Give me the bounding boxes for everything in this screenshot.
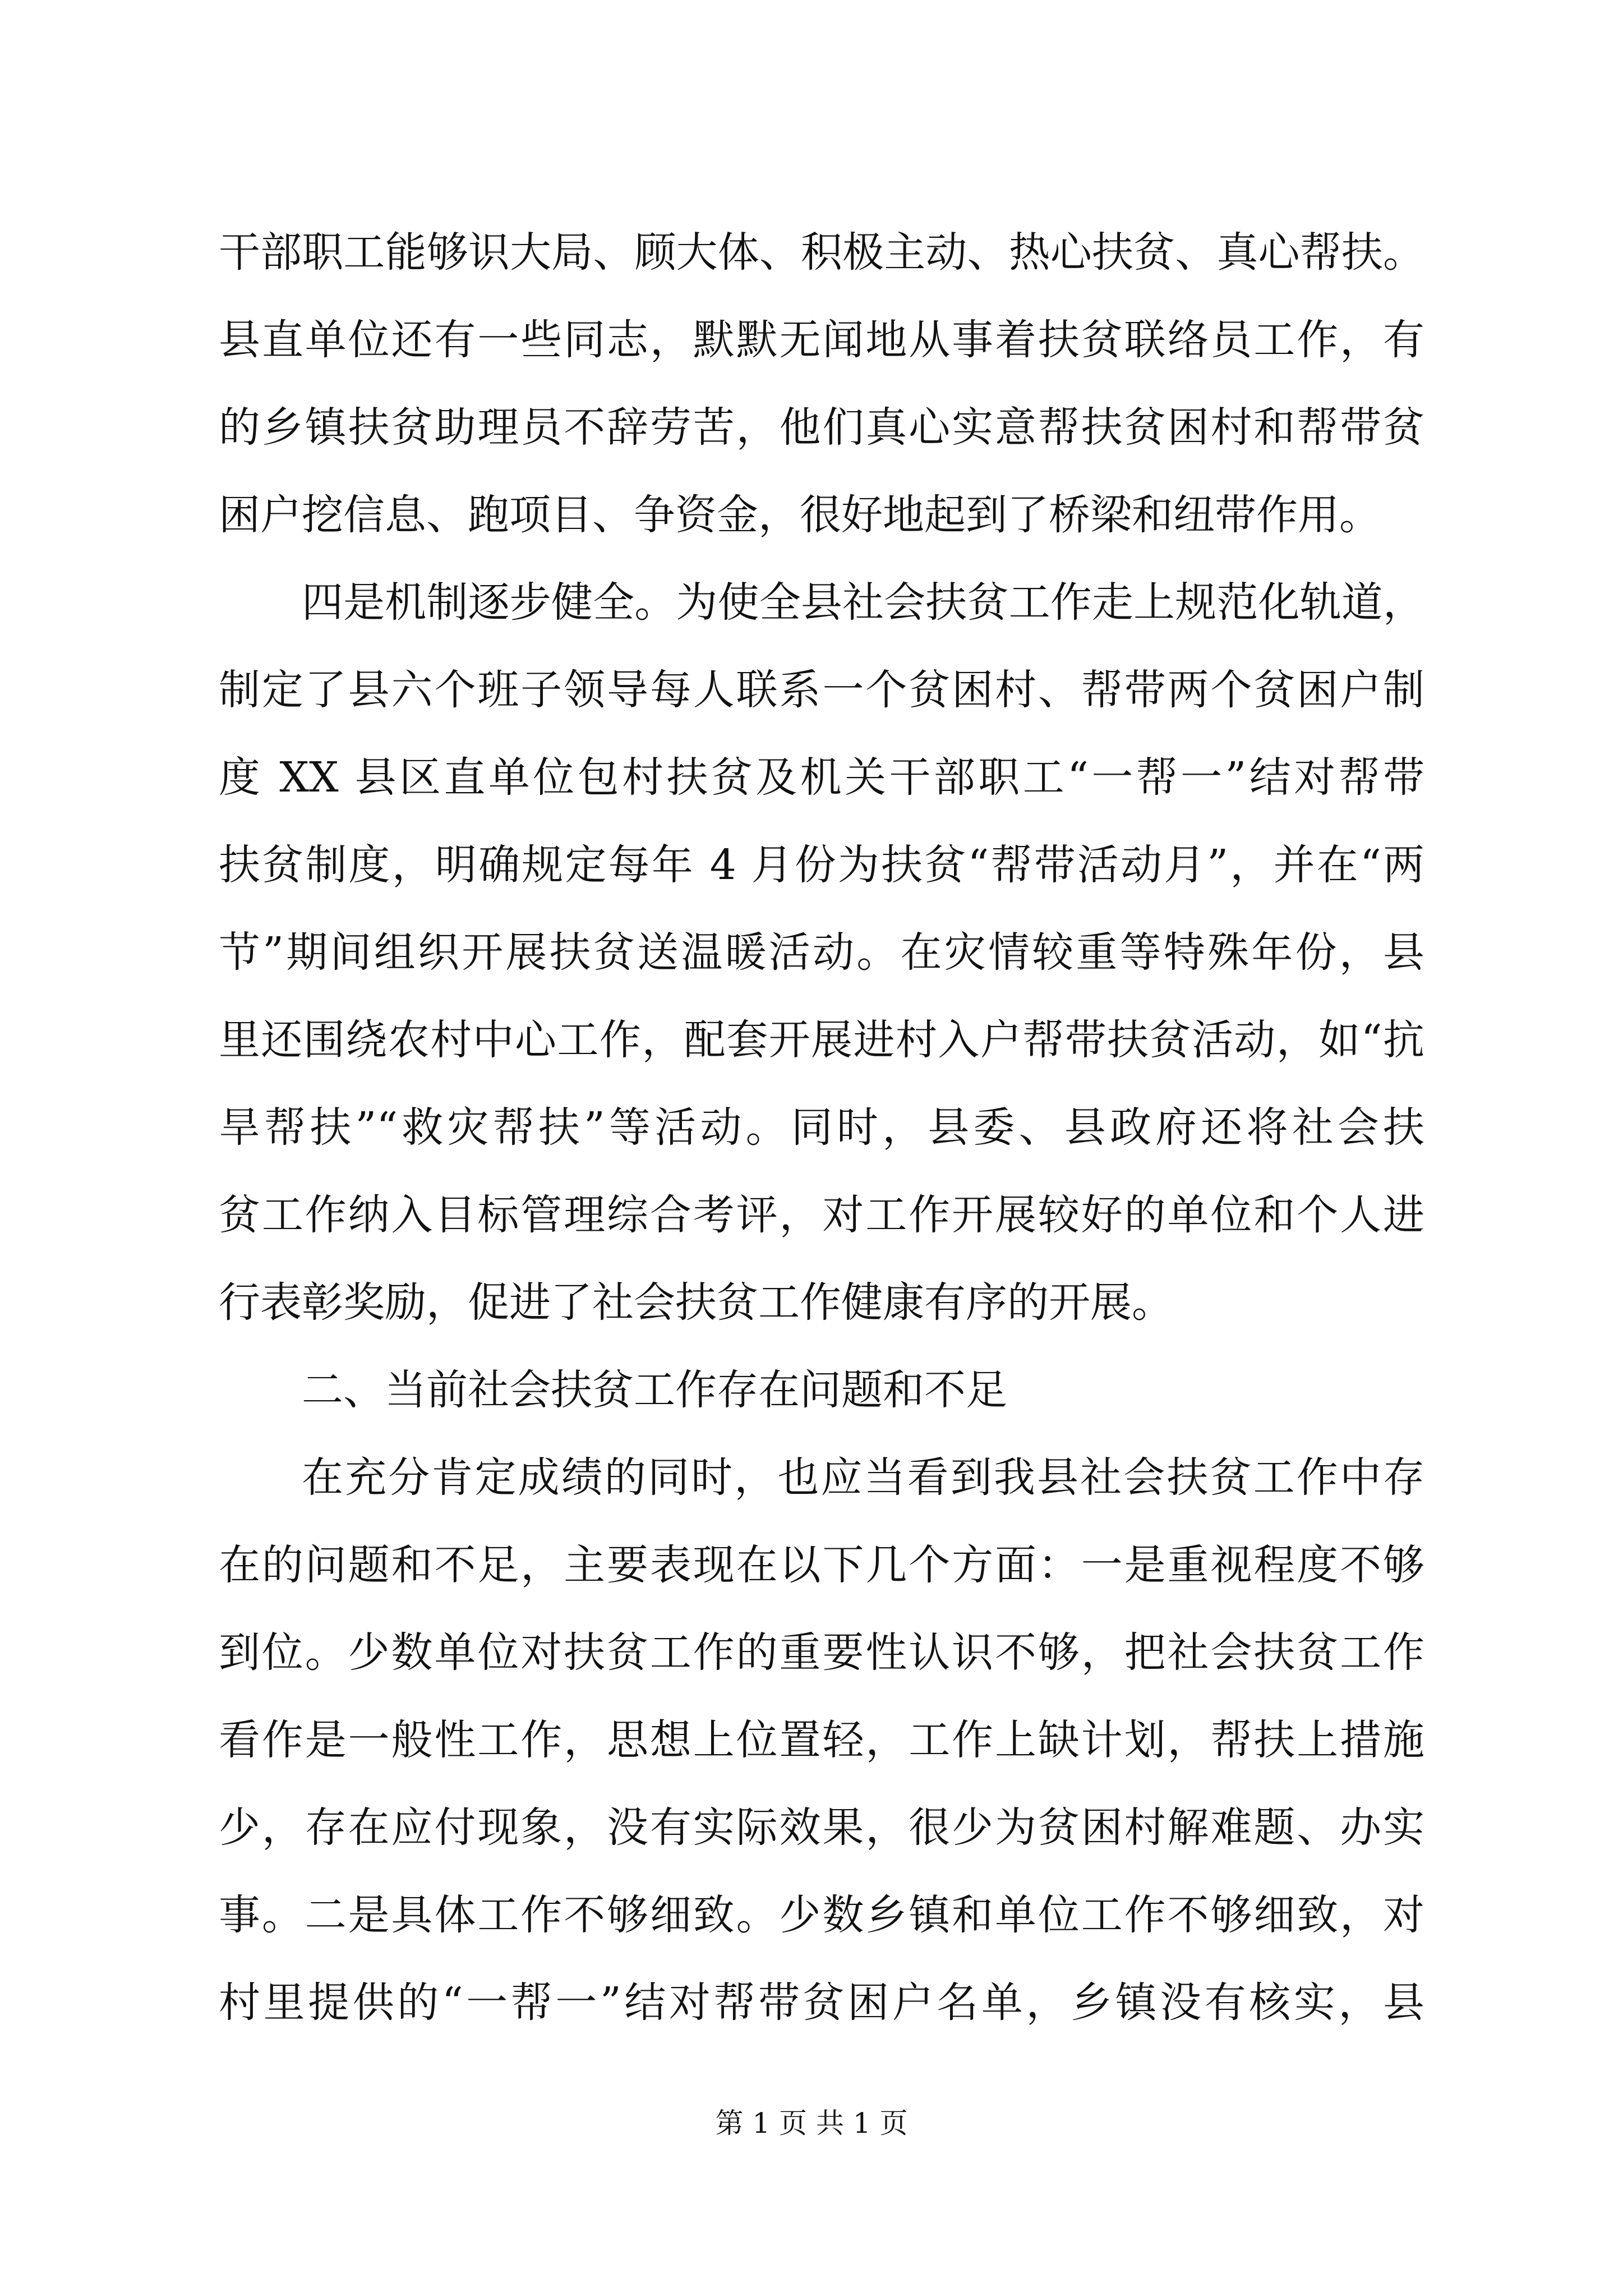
- text-line-21: 村里提供的“一帮一”结对帮带贫困户名单，乡镇没有核实，县: [219, 1978, 1424, 2027]
- text-line-9: 节”期间组织开展扶贫送温暖活动。在灾情较重等特殊年份，县: [219, 928, 1424, 977]
- text-line-20: 事。二是具体工作不够细致。少数乡镇和单位工作不够细致，对: [219, 1891, 1424, 1939]
- page-footer: [0, 2101, 1623, 2146]
- text-line-3: 的乡镇扶贫助理员不辞劳苦，他们真心实意帮扶贫困村和帮带贫: [219, 403, 1424, 452]
- text-line-10: 里还围绕农村中心工作，配套开展进村入户帮带扶贫活动，如“抗: [219, 1016, 1424, 1064]
- section-heading: 二、当前社会扶贫工作存在问题和不足: [302, 1366, 1007, 1414]
- text-line-8: 扶贫制度，明确规定每年 4 月份为扶贫“帮带活动月”，并在“两: [219, 841, 1424, 889]
- text-line-13: 行表彰奖励，促进了社会扶贫工作健康有序的开展。: [219, 1278, 1173, 1327]
- text-line-1: 干部职工能够识大局、顾大体、积极主动、热心扶贫、真心帮扶。: [219, 228, 1424, 277]
- text-line-15: 在充分肯定成绩的同时，也应当看到我县社会扶贫工作中存: [302, 1453, 1424, 1502]
- text-line-11: 旱帮扶”“救灾帮扶”等活动。同时，县委、县政府还将社会扶: [219, 1103, 1424, 1152]
- text-line-16: 在的问题和不足，主要表现在以下几个方面：一是重视程度不够: [219, 1541, 1424, 1589]
- text-line-5: 四是机制逐步健全。为使全县社会扶贫工作走上规范化轨道，: [302, 578, 1424, 627]
- text-line-4: 困户挖信息、跑项目、争资金，很好地起到了桥梁和纽带作用。: [219, 491, 1381, 539]
- text-line-12: 贫工作纳入目标管理综合考评，对工作开展较好的单位和个人进: [219, 1191, 1424, 1239]
- text-line-6: 制定了县六个班子领导每人联系一个贫困村、帮带两个贫困户制: [219, 666, 1424, 714]
- text-line-18: 看作是一般性工作，思想上位置轻，工作上缺计划，帮扶上措施: [219, 1716, 1424, 1764]
- text-line-19: 少，存在应付现象，没有实际效果，很少为贫困村解难题、办实: [219, 1803, 1424, 1852]
- document-body: [219, 209, 1424, 2046]
- text-line-7: 度 XX 县区直单位包村扶贫及机关干部职工“一帮一”结对帮带: [219, 753, 1424, 802]
- text-line-2: 县直单位还有一些同志，默默无闻地从事着扶贫联络员工作，有: [219, 316, 1424, 364]
- page-number: 第 1 页 共 1 页: [715, 2107, 908, 2139]
- text-line-17: 到位。少数单位对扶贫工作的重要性认识不够，把社会扶贫工作: [219, 1628, 1424, 1677]
